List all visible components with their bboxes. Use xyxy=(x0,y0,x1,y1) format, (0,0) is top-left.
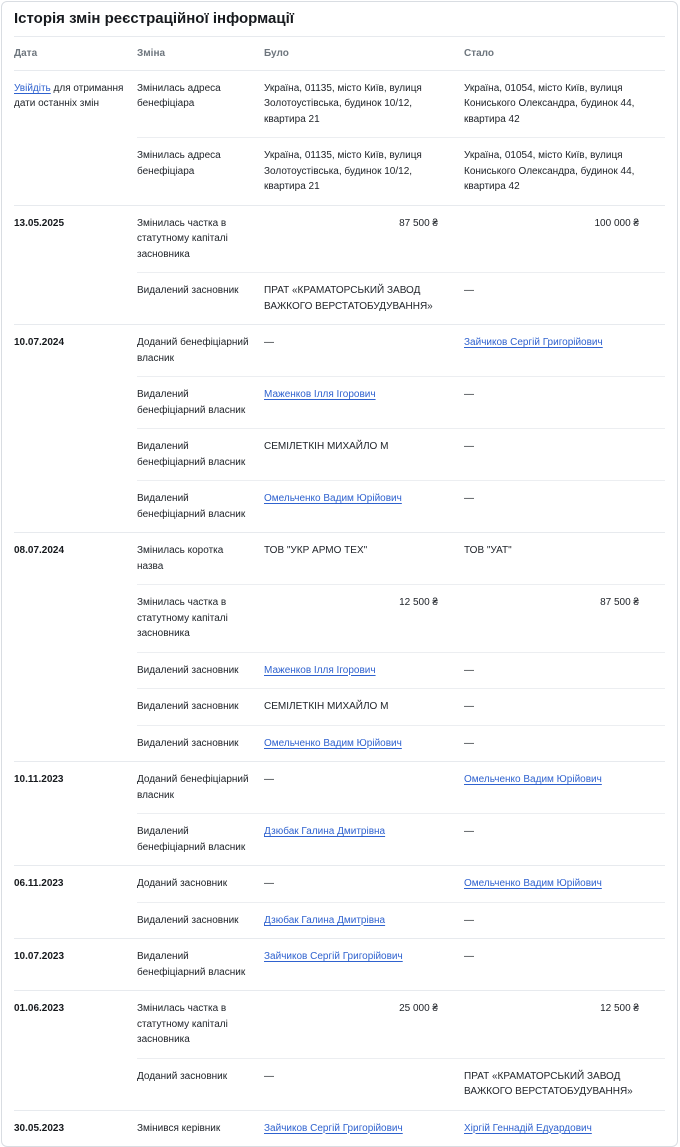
history-table-body xyxy=(14,70,665,1147)
entity-link[interactable]: Зайчиков Сергій Григорійович xyxy=(464,337,603,348)
date-cell xyxy=(14,652,137,689)
became-cell: ТОВ "УАТ" xyxy=(464,545,512,556)
became-cell xyxy=(464,866,665,902)
table-row xyxy=(14,584,665,652)
change-cell: Видалений засновник xyxy=(137,688,264,725)
was-cell xyxy=(264,725,464,762)
date-cell xyxy=(14,272,137,324)
table-row xyxy=(14,865,665,902)
change-cell: Доданий бенефіціарний власник xyxy=(137,774,249,801)
table-row xyxy=(14,205,665,273)
change-cell: Видалений бенефіціарний власник xyxy=(137,480,264,532)
change-cell: Доданий засновник xyxy=(137,878,228,889)
change-cell: Змінився керівник xyxy=(137,1122,221,1134)
table-row xyxy=(14,70,665,138)
became-cell xyxy=(464,325,665,376)
date-cell: 01.06.2023 xyxy=(14,1003,65,1014)
became-cell: — xyxy=(464,272,665,324)
date-cell xyxy=(14,902,137,939)
table-row xyxy=(14,376,665,428)
login-link[interactable]: Увійдіть xyxy=(14,82,51,94)
change-cell: Доданий бенефіціарний власник xyxy=(137,337,249,364)
table-row xyxy=(14,761,665,813)
date-cell xyxy=(14,688,137,725)
entity-link[interactable]: Омельченко Вадим Юрійович xyxy=(464,774,602,785)
column-header-change: Зміна xyxy=(137,48,166,59)
date-cell xyxy=(14,376,137,428)
date-cell: 13.05.2025 xyxy=(14,217,65,229)
was-cell: 25 000 ₴ xyxy=(399,1003,438,1014)
became-cell: — xyxy=(464,428,665,480)
was-cell xyxy=(264,480,464,532)
entity-link[interactable]: Омельченко Вадим Юрійович xyxy=(464,878,602,889)
table-row xyxy=(14,1058,665,1110)
became-cell: Україна, 01054, місто Київ, вулиця Кониського Олександра, будинок 44, квартира 42 xyxy=(464,137,665,205)
was-cell: — xyxy=(264,1058,464,1110)
date-cell xyxy=(14,813,137,865)
was-cell: Україна, 01135, місто Київ, вулиця Золотоустівська, будинок 10/12, квартира 21 xyxy=(264,137,464,205)
table-row xyxy=(14,480,665,532)
table-row xyxy=(14,725,665,762)
became-cell: — xyxy=(464,902,665,939)
was-cell xyxy=(264,813,464,865)
date-cell xyxy=(14,71,137,138)
change-cell: Видалений засновник xyxy=(137,902,264,939)
became-cell: Україна, 01054, місто Київ, вулиця Кониського Олександра, будинок 44, квартира 42 xyxy=(464,82,635,125)
change-cell: Змінилась частка в статутному капіталі засновника xyxy=(137,584,264,652)
was-cell: — xyxy=(264,337,274,348)
entity-link[interactable]: Маженков Ілля Ігорович xyxy=(264,389,376,400)
entity-link[interactable]: Омельченко Вадим Юрійович xyxy=(264,493,402,504)
date-cell xyxy=(14,480,137,532)
change-cell: Змінилась адреса бенефіціара xyxy=(137,137,264,205)
entity-link[interactable]: Зайчиков Сергій Григорійович xyxy=(264,951,403,962)
table-header xyxy=(14,37,665,70)
entity-link[interactable]: Маженков Ілля Ігорович xyxy=(264,664,376,676)
table-row xyxy=(14,902,665,939)
became-cell xyxy=(464,1111,665,1147)
date-cell xyxy=(14,725,137,762)
table-row xyxy=(14,688,665,725)
table-row xyxy=(14,1110,665,1147)
table-row xyxy=(14,532,665,584)
was-cell: — xyxy=(264,774,274,785)
became-cell: — xyxy=(464,376,665,428)
was-cell: — xyxy=(264,878,274,889)
change-cell: Змінилась адреса бенефіціара xyxy=(137,82,221,109)
was-cell: Україна, 01135, місто Київ, вулиця Золотоустівська, будинок 10/12, квартира 21 xyxy=(264,82,422,125)
was-cell xyxy=(264,1111,464,1147)
date-cell: 10.07.2024 xyxy=(14,337,65,348)
entity-link[interactable]: Дзюбак Галина Дмитрівна xyxy=(264,826,386,837)
became-cell: — xyxy=(464,813,665,865)
date-cell xyxy=(14,1058,137,1110)
table-row xyxy=(14,428,665,480)
date-cell: 30.05.2023 xyxy=(14,1122,65,1134)
table-row xyxy=(14,272,665,324)
became-cell: — xyxy=(464,652,665,689)
change-cell: Змінилась частка в статутному капіталі засновника xyxy=(137,217,228,260)
was-cell: ТОВ "УКР АРМО ТЕХ" xyxy=(264,545,368,556)
date-cell: 10.11.2023 xyxy=(14,774,64,785)
became-cell: 87 500 ₴ xyxy=(464,584,665,652)
change-cell: Видалений бенефіціарний власник xyxy=(137,951,246,978)
was-cell xyxy=(264,902,464,939)
change-cell: Доданий засновник xyxy=(137,1058,264,1110)
was-cell: СЕМІЛЕТКІН МИХАЙЛО М xyxy=(264,688,464,725)
entity-link[interactable]: Зайчиков Сергій Григорійович xyxy=(264,1122,403,1134)
was-cell xyxy=(264,376,464,428)
became-cell: ПРАТ «КРАМАТОРСЬКИЙ ЗАВОД ВАЖКОГО ВЕРСТАТОБУДУВАННЯ» xyxy=(464,1058,665,1110)
column-header-was: Було xyxy=(264,48,289,59)
date-cell xyxy=(14,584,137,652)
change-cell: Видалений бенефіціарний власник xyxy=(137,428,264,480)
page-title: Історія змін реєстраційної інформації xyxy=(14,2,665,37)
date-cell: 08.07.2024 xyxy=(14,545,65,556)
became-cell: 12 500 ₴ xyxy=(600,1003,639,1014)
table-row xyxy=(14,137,665,205)
table-row xyxy=(14,324,665,376)
date-cell xyxy=(14,428,137,480)
became-cell: 100 000 ₴ xyxy=(594,217,639,229)
entity-link[interactable]: Омельченко Вадим Юрійович xyxy=(264,737,402,749)
became-cell: — xyxy=(464,480,665,532)
was-cell: 87 500 ₴ xyxy=(399,217,438,229)
was-cell xyxy=(264,939,464,990)
entity-link[interactable]: Дзюбак Галина Дмитрівна xyxy=(264,914,386,926)
table-row xyxy=(14,652,665,689)
entity-link[interactable]: Хіргій Геннадій Едуардович xyxy=(464,1122,592,1134)
date-cell: 06.11.2023 xyxy=(14,878,64,889)
became-cell: — xyxy=(464,725,665,762)
change-cell: Видалений засновник xyxy=(137,725,264,762)
registration-history-panel xyxy=(1,1,678,1147)
became-cell xyxy=(464,762,665,813)
was-cell: 12 500 ₴ xyxy=(264,584,464,652)
became-cell: — xyxy=(464,688,665,725)
date-cell: 10.07.2023 xyxy=(14,951,65,962)
change-cell: Видалений бенефіціарний власник xyxy=(137,376,264,428)
column-header-became: Стало xyxy=(464,48,495,59)
was-cell: ПРАТ «КРАМАТОРСЬКИЙ ЗАВОД ВАЖКОГО ВЕРСТАТОБУДУВАННЯ» xyxy=(264,272,464,324)
table-row xyxy=(14,938,665,990)
change-cell: Змінилась коротка назва xyxy=(137,545,224,572)
change-cell: Видалений засновник xyxy=(137,652,264,689)
table-row xyxy=(14,990,665,1058)
table-row xyxy=(14,813,665,865)
was-cell xyxy=(264,652,464,689)
was-cell: СЕМІЛЕТКІН МИХАЙЛО М xyxy=(264,428,464,480)
change-cell: Видалений засновник xyxy=(137,272,264,324)
change-cell: Видалений бенефіціарний власник xyxy=(137,813,264,865)
date-cell xyxy=(14,137,137,205)
column-header-date: Дата xyxy=(14,48,38,59)
date-note: для отримання дати останніх змін xyxy=(14,82,124,109)
became-cell: — xyxy=(464,951,474,962)
change-cell: Змінилась частка в статутному капіталі засновника xyxy=(137,1003,228,1045)
